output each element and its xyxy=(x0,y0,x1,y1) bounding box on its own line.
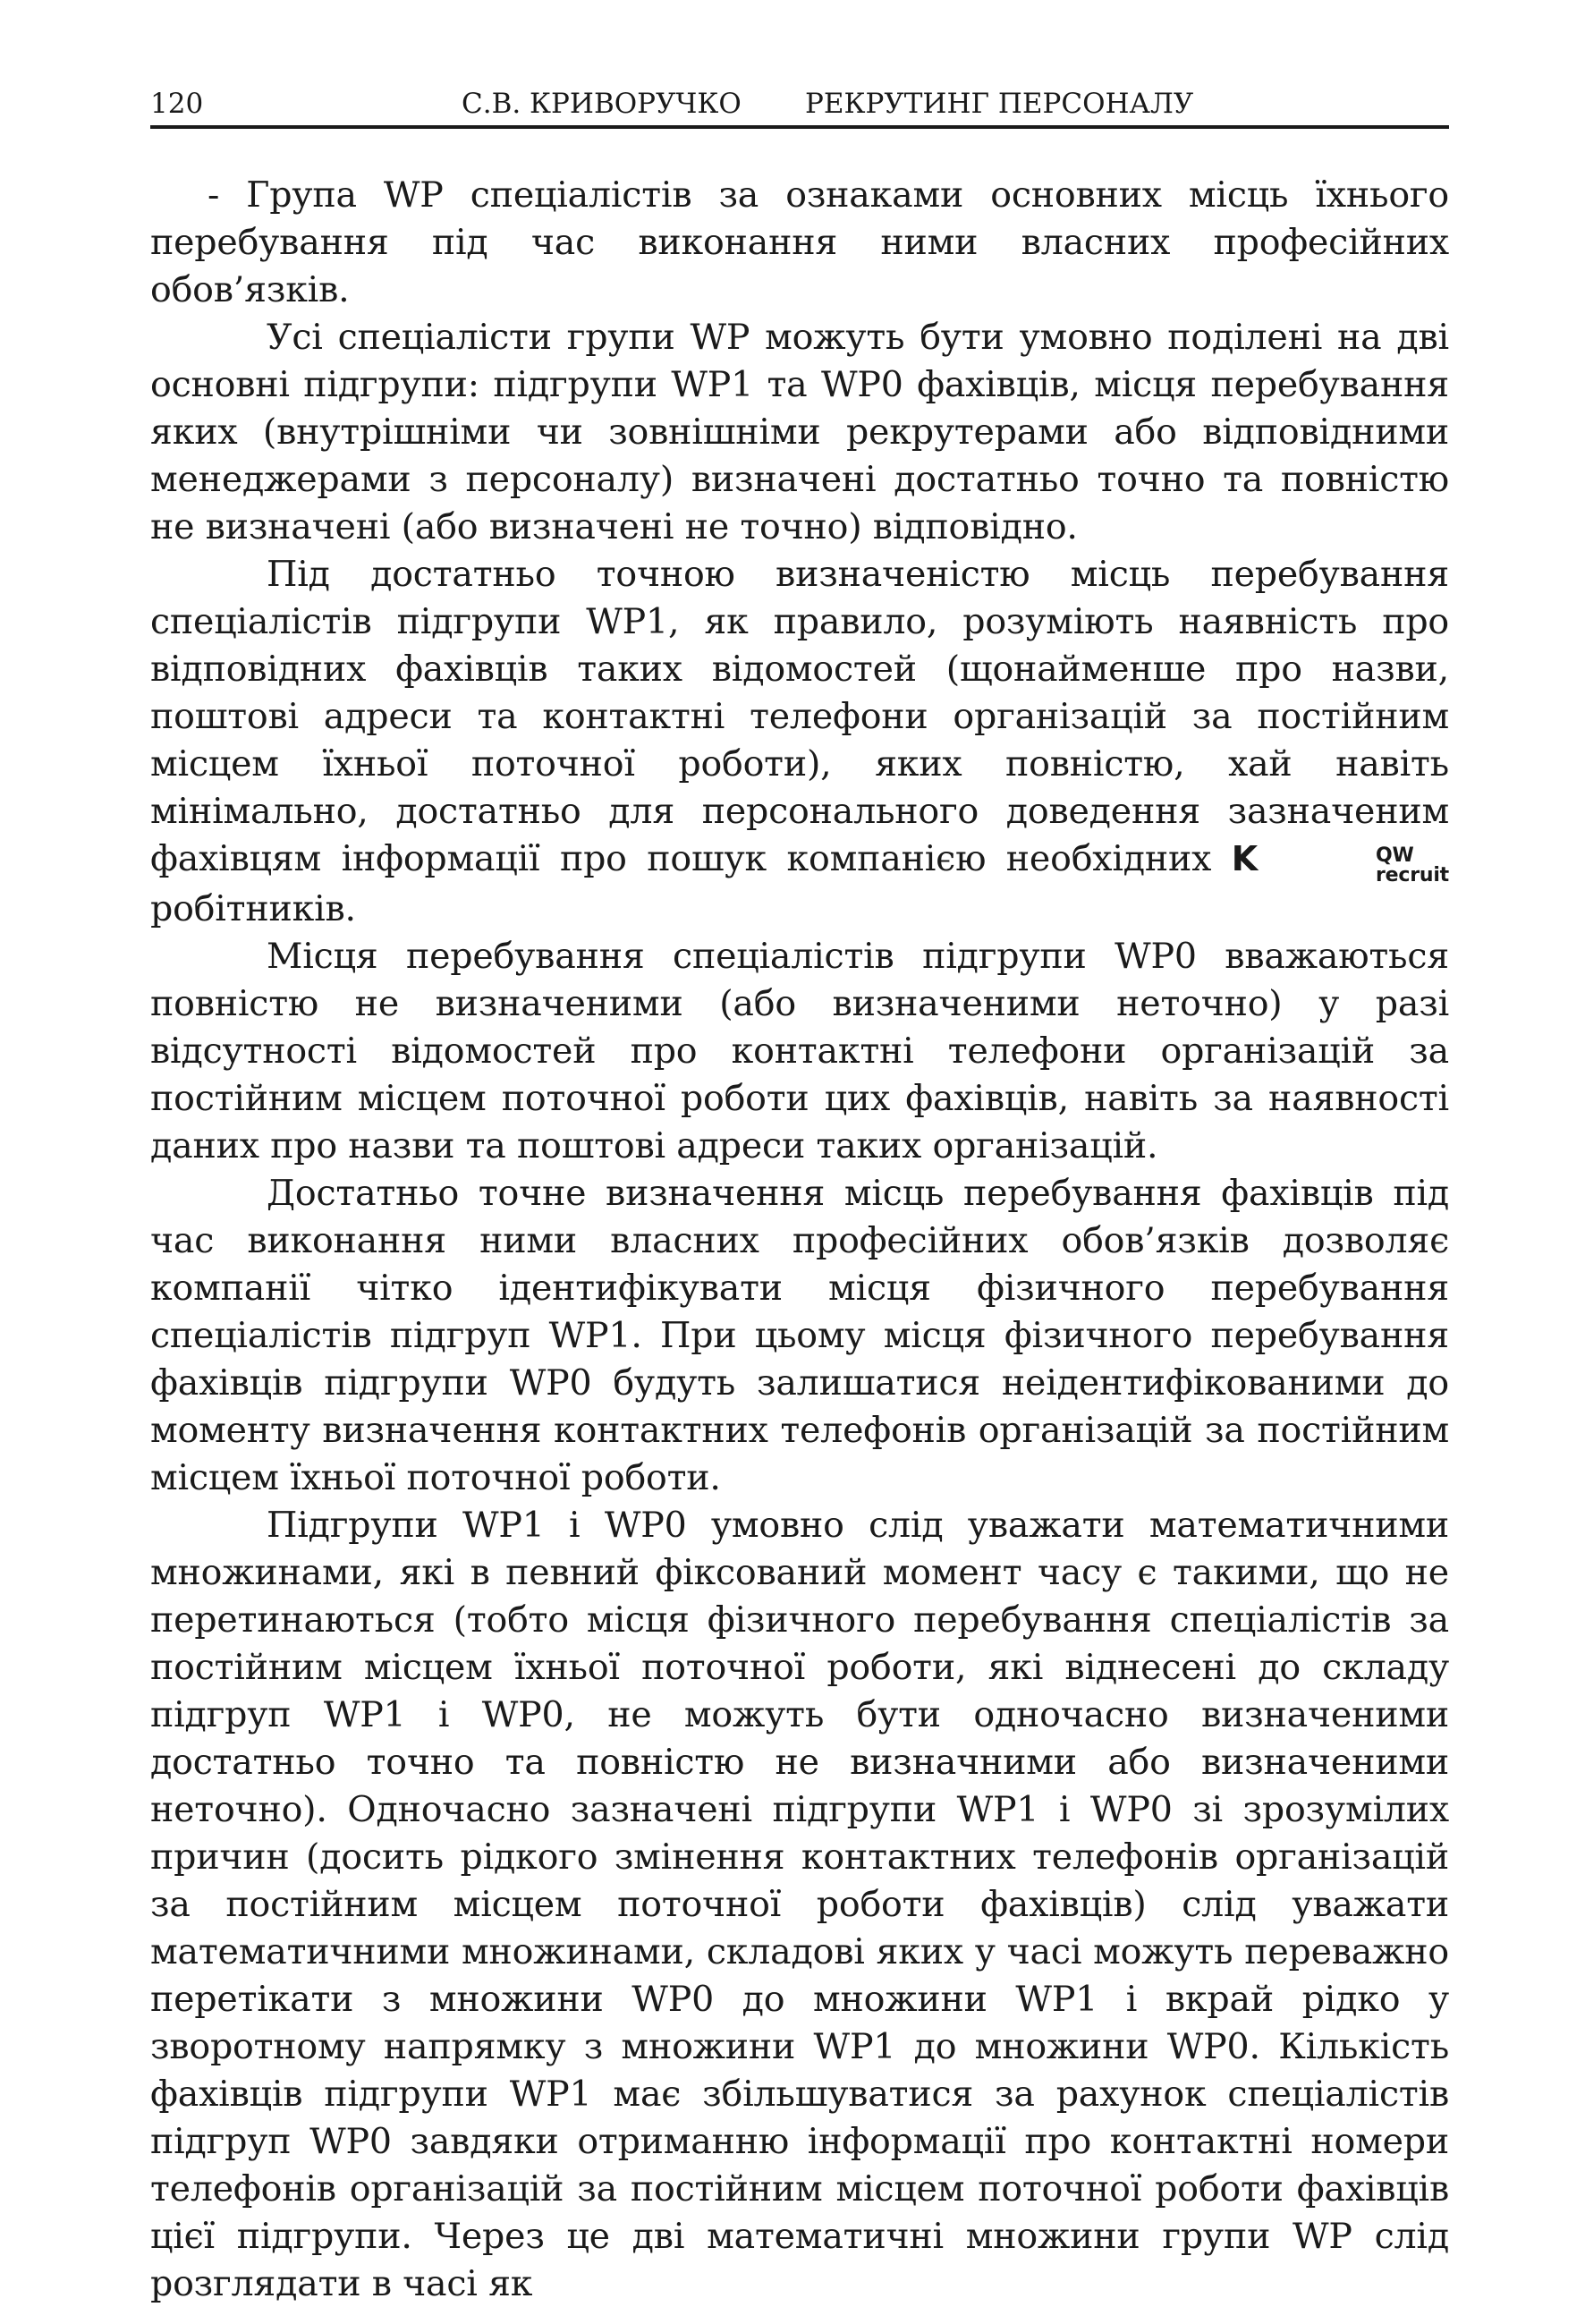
paragraph-text: Під достатньо точною визначеністю місць перебування спеціалістів підгрупи WP1, як правило, розуміють наявність про відповідних фахівців таких відомостей (щонайменше про назви, поштові адреси та контактні телефони організацій за постійним місцем їхньої поточної роботи), яких повністю, хай навіть мінімально, достатньо для персонального доведення зазначеним фахівцям інформації про пошук компанією необхідних xyxy=(150,554,1449,879)
paragraph-dash-item: - Група WP спеціалістів за ознаками основних місць їхнього перебування під час виконання ними власних професійних обов’язків. xyxy=(150,174,1449,310)
paragraph: Усі спеціалісти групи WP можуть бути умовно поділені на дві основні підгрупи: підгрупи WP1 та WP0 фахівців, місця перебування яких (внутрішніми чи зовнішніми рекрутерами або відповідними менеджерами з персоналу) визначені достатньо точно та повністю не визначені (або визначені не точно) відповідно. xyxy=(150,317,1449,547)
formula-superscript: QW xyxy=(1376,844,1414,867)
paragraph: Достатньо точне визначення місць перебування фахівців під час виконання ними власних професійних обов’язків дозволяє компанії чітко ідентифікувати місця фізичного перебування спеціалістів підгруп WP1. При цьому місця фізичного перебування фахівців підгрупи WP0 будуть залишатися неідентифікованими до моменту визначення контактних телефонів організацій за постійним місцем їхньої поточної роботи. xyxy=(150,1173,1449,1498)
book-title: РЕКРУТИНГ ПЕРСОНАЛУ xyxy=(805,88,1194,120)
page-number: 120 xyxy=(150,88,204,120)
formula-base: K xyxy=(1231,839,1259,878)
paragraph-text: робітників. xyxy=(150,888,356,929)
formula-subscript: recruit xyxy=(1376,864,1449,886)
paragraph: Підгрупи WP1 і WP0 умовно слід уважати математичними множинами, які в певний фіксований момент часу є такими, що не перетинаються (тобто місця фізичного перебування спеціалістів за постійним місцем їхньої поточної роботи, які віднесені до складу підгруп WP1 і WP0, не можуть бути одночасно визначеними достатньо точно та повністю не визначними або визначеними неточно). Одночасно зазначені підгрупи WP1 і WP0 зі зрозумілих причин (досить рідкого змінення контактних телефонів організацій за постійним місцем поточної роботи фахівців) слід уважати математичними множинами, складові яких у часі можуть переважно перетікати з множини WP0 до множини WP1 і вкрай рідко у зворотному напрямку з множини WP1 до множини WP0. Кількість фахівців підгрупи WP1 має збільшуватися за рахунок спеціалістів підгруп WP0 завдяки отриманню інформації про контактні номери телефонів організацій за постійним місцем поточної роботи фахівців цієї підгрупи. Через це дві математичні множини групи WP слід розглядати в часі як xyxy=(150,1505,1449,2304)
paragraph-with-formula xyxy=(150,551,1449,933)
paragraph: Місця перебування спеціалістів підгрупи WP0 вважаються повністю не визначеними (або визначеними неточно) у разі відсутності відомостей про контактні телефони організацій за постійним місцем поточної роботи цих фахівців, навіть за наявності даних про назви та поштові адреси таких організацій. xyxy=(150,936,1449,1166)
formula-scripts xyxy=(1259,846,1449,886)
page-body xyxy=(150,172,1449,2308)
running-header xyxy=(150,82,1449,129)
author-name: С.В. КРИВОРУЧКО xyxy=(462,88,742,120)
formula-k-recruit xyxy=(1231,839,1449,886)
